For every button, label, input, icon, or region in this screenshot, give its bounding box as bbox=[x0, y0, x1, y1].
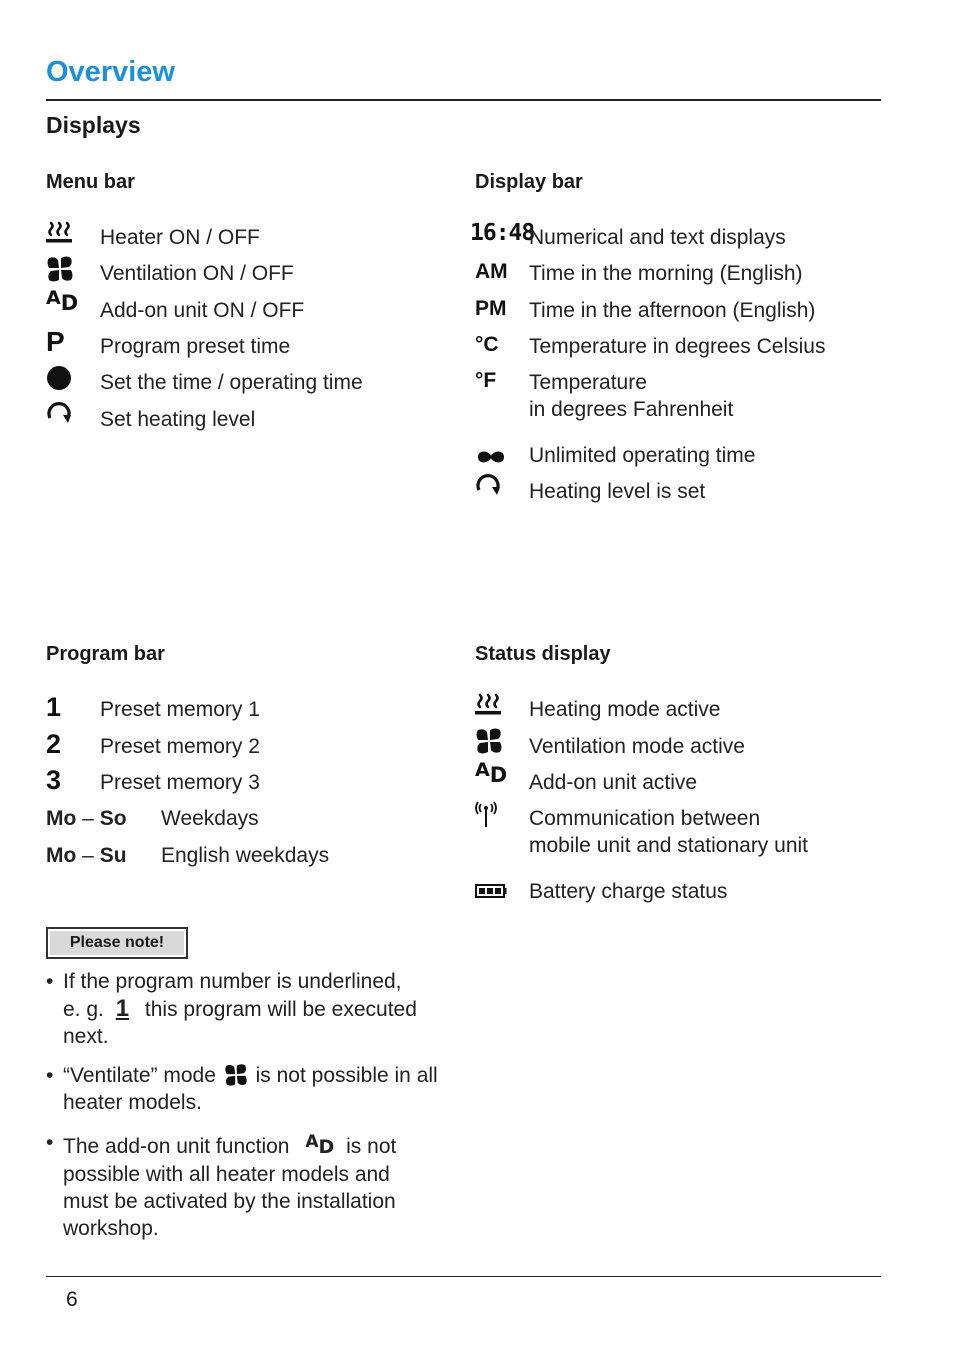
fahrenheit-symbol: °F bbox=[475, 369, 497, 392]
header-divider bbox=[46, 99, 881, 101]
fan-icon bbox=[224, 1063, 248, 1087]
fan-icon bbox=[475, 728, 503, 754]
preset-2-symbol: 2 bbox=[46, 729, 62, 759]
weekdays-symbol: Mo – So bbox=[46, 807, 127, 830]
program-icon: P bbox=[46, 326, 65, 357]
display-item-fahrenheit-label: Temperature in degrees Fahrenheit bbox=[529, 371, 734, 421]
battery-icon bbox=[475, 883, 507, 899]
fan-icon bbox=[46, 256, 74, 282]
program-bar-heading: Program bar bbox=[46, 643, 165, 665]
preset-3-symbol: 3 bbox=[46, 765, 62, 795]
page-number: 6 bbox=[66, 1288, 78, 1311]
preset-1-symbol: 1 bbox=[46, 692, 62, 722]
clock-dot-icon bbox=[46, 365, 74, 391]
note-bullet-addon: • The add-on unit function $^A$D is not possible with all heater models and must be activated by the installation workshop. bbox=[46, 1131, 397, 1240]
addon-unit-icon: $^A$D bbox=[305, 1132, 335, 1158]
display-item-heating-level-label: Heating level is set bbox=[529, 480, 706, 503]
note-bullet-underlined-program: • If the program number is underlined, e. g. 1 this program will be executed next. bbox=[46, 970, 417, 1048]
menu-bar-heading: Menu bar bbox=[46, 171, 135, 193]
program-item-1-label: Preset memory 1 bbox=[100, 698, 260, 721]
menu-item-heater-label: Heater ON / OFF bbox=[100, 226, 260, 249]
please-note-badge: Please note! bbox=[46, 927, 188, 959]
antenna-icon bbox=[475, 800, 497, 828]
display-bar-heading: Display bar bbox=[475, 171, 583, 193]
status-item-ventilation-label: Ventilation mode active bbox=[529, 735, 745, 758]
display-item-celsius-label: Temperature in degrees Celsius bbox=[529, 335, 826, 358]
menu-item-heating-level-label: Set heating level bbox=[100, 408, 256, 431]
heater-icon bbox=[475, 692, 503, 718]
heater-icon bbox=[46, 220, 74, 246]
footer-divider bbox=[46, 1276, 881, 1277]
program-item-2-label: Preset memory 2 bbox=[100, 735, 260, 758]
status-item-addon-label: Add-on unit active bbox=[529, 771, 698, 794]
program-item-weekdays-label: Weekdays bbox=[161, 807, 259, 830]
status-item-battery-label: Battery charge status bbox=[529, 880, 728, 903]
display-item-numeric-label: Numerical and text displays bbox=[529, 226, 786, 249]
display-item-pm-label: Time in the afternoon (English) bbox=[529, 299, 816, 322]
addon-unit-icon: AD bbox=[475, 759, 508, 787]
pm-symbol: PM bbox=[475, 297, 507, 320]
heating-level-icon bbox=[46, 401, 74, 427]
status-item-communication-label: Communication between mobile unit and stationary unit bbox=[529, 807, 808, 857]
status-display-heading: Status display bbox=[475, 643, 611, 665]
note-bullet-ventilate: • “Ventilate” mode is not possible in all heater models. bbox=[46, 1064, 438, 1114]
english-weekdays-symbol: Mo – Su bbox=[46, 844, 127, 867]
heating-level-icon bbox=[475, 473, 503, 499]
digital-clock-symbol: 16:48 bbox=[470, 220, 535, 246]
section-heading: Displays bbox=[46, 112, 141, 138]
display-item-am-label: Time in the morning (English) bbox=[529, 262, 803, 285]
display-item-unlimited-label: Unlimited operating time bbox=[529, 444, 756, 467]
status-item-heating-label: Heating mode active bbox=[529, 698, 721, 721]
menu-item-time-label: Set the time / operating time bbox=[100, 371, 363, 394]
menu-item-addon-label: Add-on unit ON / OFF bbox=[100, 299, 305, 322]
program-item-english-weekdays-label: English weekdays bbox=[161, 844, 330, 867]
page-title: Overview bbox=[46, 56, 175, 88]
celsius-symbol: °C bbox=[475, 333, 499, 356]
program-item-3-label: Preset memory 3 bbox=[100, 771, 260, 794]
menu-item-program-label: Program preset time bbox=[100, 335, 291, 358]
menu-item-ventilation-label: Ventilation ON / OFF bbox=[100, 262, 294, 285]
addon-unit-icon: AD bbox=[46, 287, 79, 315]
infinity-icon bbox=[475, 448, 507, 466]
underlined-program-symbol: 1 bbox=[115, 995, 130, 1022]
am-symbol: AM bbox=[475, 260, 508, 283]
